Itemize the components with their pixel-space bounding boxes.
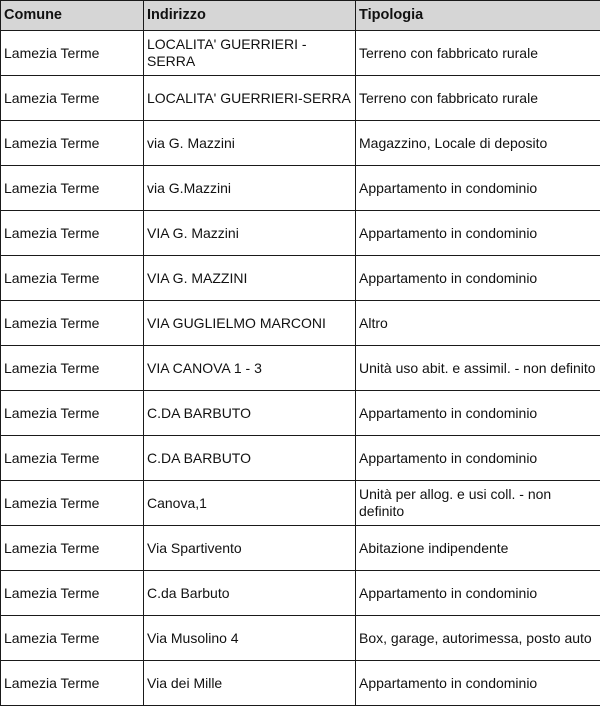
cell-tipologia: Altro [356,301,600,346]
cell-comune: Lamezia Terme [1,436,144,481]
cell-comune: Lamezia Terme [1,121,144,166]
cell-tipologia: Unità uso abit. e assimil. - non definito [356,346,600,391]
cell-indirizzo: Canova,1 [144,481,356,526]
cell-comune: Lamezia Terme [1,391,144,436]
cell-comune: Lamezia Terme [1,166,144,211]
cell-indirizzo: C.DA BARBUTO [144,391,356,436]
cell-tipologia: Terreno con fabbricato rurale [356,76,600,121]
table-row [1,76,600,121]
cell-comune: Lamezia Terme [1,31,144,76]
header-indirizzo: Indirizzo [144,1,356,31]
table-row [1,256,600,301]
cell-comune: Lamezia Terme [1,346,144,391]
cell-indirizzo: C.da Barbuto [144,571,356,616]
cell-tipologia: Appartamento in condominio [356,166,600,211]
table-row [1,436,600,481]
cell-tipologia: Magazzino, Locale di deposito [356,121,600,166]
cell-indirizzo: Via Spartivento [144,526,356,571]
cell-comune: Lamezia Terme [1,256,144,301]
cell-comune: Lamezia Terme [1,571,144,616]
cell-indirizzo: LOCALITA' GUERRIERI - SERRA [144,31,356,76]
cell-tipologia: Unità per allog. e usi coll. - non definito [356,481,600,526]
cell-comune: Lamezia Terme [1,76,144,121]
table-row [1,121,600,166]
cell-comune: Lamezia Terme [1,481,144,526]
cell-indirizzo: VIA G. MAZZINI [144,256,356,301]
cell-indirizzo: LOCALITA' GUERRIERI-SERRA [144,76,356,121]
table-row [1,301,600,346]
table-row [1,481,600,526]
cell-tipologia: Appartamento in condominio [356,391,600,436]
cell-tipologia: Box, garage, autorimessa, posto auto [356,616,600,661]
cell-comune: Lamezia Terme [1,301,144,346]
table-row [1,346,600,391]
cell-tipologia: Appartamento in condominio [356,661,600,706]
table-row [1,526,600,571]
cell-indirizzo: Via Musolino 4 [144,616,356,661]
cell-indirizzo: VIA CANOVA 1 - 3 [144,346,356,391]
header-tipologia: Tipologia [356,1,600,31]
table-row [1,31,600,76]
table-row [1,166,600,211]
table-row [1,616,600,661]
table-row [1,571,600,616]
table-row [1,661,600,706]
cell-comune: Lamezia Terme [1,661,144,706]
cell-indirizzo: via G.Mazzini [144,166,356,211]
cell-comune: Lamezia Terme [1,526,144,571]
cell-tipologia: Terreno con fabbricato rurale [356,31,600,76]
table-header [1,1,600,31]
cell-comune: Lamezia Terme [1,616,144,661]
cell-tipologia: Appartamento in condominio [356,571,600,616]
table-body [1,31,600,706]
cell-indirizzo: C.DA BARBUTO [144,436,356,481]
table-row [1,211,600,256]
cell-indirizzo: VIA GUGLIELMO MARCONI [144,301,356,346]
cell-comune: Lamezia Terme [1,211,144,256]
cell-indirizzo: Via dei Mille [144,661,356,706]
table-row [1,391,600,436]
header-comune: Comune [1,1,144,31]
cell-tipologia: Appartamento in condominio [356,436,600,481]
cell-tipologia: Appartamento in condominio [356,256,600,301]
cell-indirizzo: via G. Mazzini [144,121,356,166]
header-row [1,1,600,31]
cell-tipologia: Appartamento in condominio [356,211,600,256]
cell-tipologia: Abitazione indipendente [356,526,600,571]
cell-indirizzo: VIA G. Mazzini [144,211,356,256]
